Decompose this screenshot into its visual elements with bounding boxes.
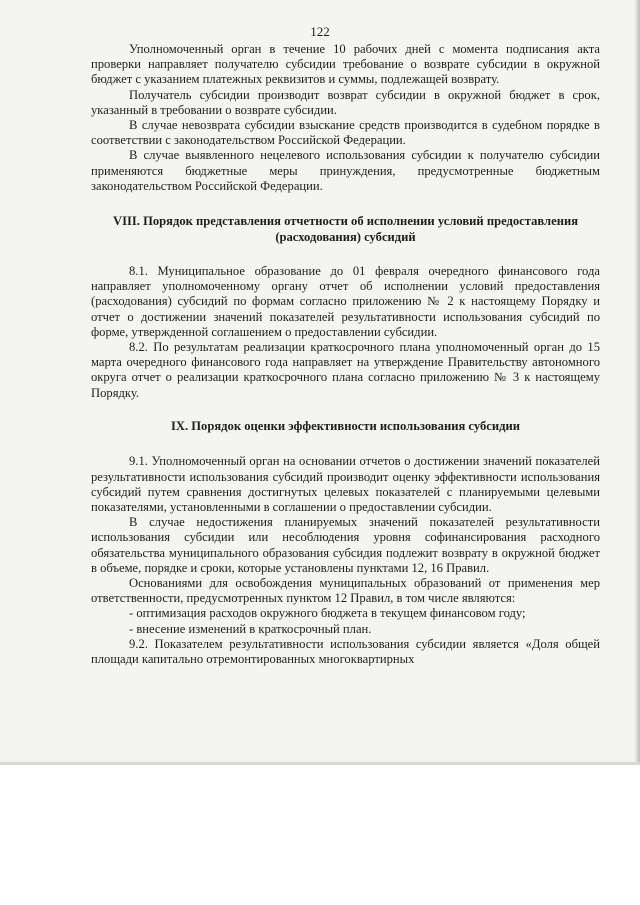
- paragraph: 8.2. По результатам реализации краткосрочного плана уполномоченный орган до 15 марта очередного финансового года направляет на утверждение Правительству автономного округа отчет о реализации краткосрочного плана согласно приложению № 3 к настоящему Порядку.: [91, 340, 600, 400]
- paragraph: В случае выявленного нецелевого использования субсидии к получателю субсидии применяются бюджетные меры принуждения, предусмотренные бюджетным законодательством Российской Федерации.: [91, 148, 600, 193]
- paragraph: 8.1. Муниципальное образование до 01 февраля очередного финансового года направляет уполномоченному органу отчет об исполнении условий предоставления (расходования) субсидий по формам согласно приложению № 2 к настоящему Порядку и отчет о достижении значений показателей результативности использования субсидий по форме, утвержденной соглашением о предоставлении субсидии.: [91, 264, 600, 339]
- paragraph: Получатель субсидии производит возврат субсидии в окружной бюджет в срок, указанный в требовании о возврате субсидии.: [91, 87, 600, 117]
- section-heading-viii: VIII. Порядок представления отчетности об исполнении условий предоставления (расходования) субсидий: [112, 214, 579, 244]
- paragraph: В случае невозврата субсидии взыскание средств производится в судебном порядке в соответствии с законодательством Российской Федерации.: [91, 118, 600, 148]
- document-body: [91, 42, 600, 667]
- paragraph: В случае недостижения планируемых значений показателей результативности использования субсидии или несоблюдения уровня софинансирования расходного обязательства муниципального образования субсидия подлежит возврату в окружной бюджет в объеме, порядке и сроки, которые установлены пунктами 12, 16 Правил.: [91, 515, 600, 575]
- page-shadow: [634, 0, 640, 765]
- paragraph: 9.1. Уполномоченный орган на основании отчетов о достижении значений показателей результативности использования субсидий производит оценку эффективности использования субсидий путем сравнения достигнутых целевых показателей с планируемыми целевыми показателями, установленными в соглашении о предоставлении субсидии.: [91, 454, 600, 514]
- list-item: - оптимизация расходов окружного бюджета в текущем финансовом году;: [129, 606, 526, 621]
- paragraph: Основаниями для освобождения муниципальных образований от применения мер ответственности, предусмотренных пунктом 12 Правил, в том числе являются:: [91, 575, 600, 606]
- section-heading-ix: IX. Порядок оценки эффективности использования субсидии: [170, 418, 521, 433]
- list-item: - внесение изменений в краткосрочный план.: [129, 621, 372, 636]
- page-number: 122: [310, 24, 330, 39]
- paragraph: 9.2. Показателем результативности использования субсидии является «Доля общей площади капитально отремонтированных многоквартирных: [91, 636, 600, 666]
- page-bottom-edge: [0, 762, 640, 765]
- paragraph: Уполномоченный орган в течение 10 рабочих дней с момента подписания акта проверки направляет получателю субсидии требование о возврате субсидии в окружной бюджет с указанием платежных реквизитов и суммы, подлежащей возврату.: [91, 42, 600, 87]
